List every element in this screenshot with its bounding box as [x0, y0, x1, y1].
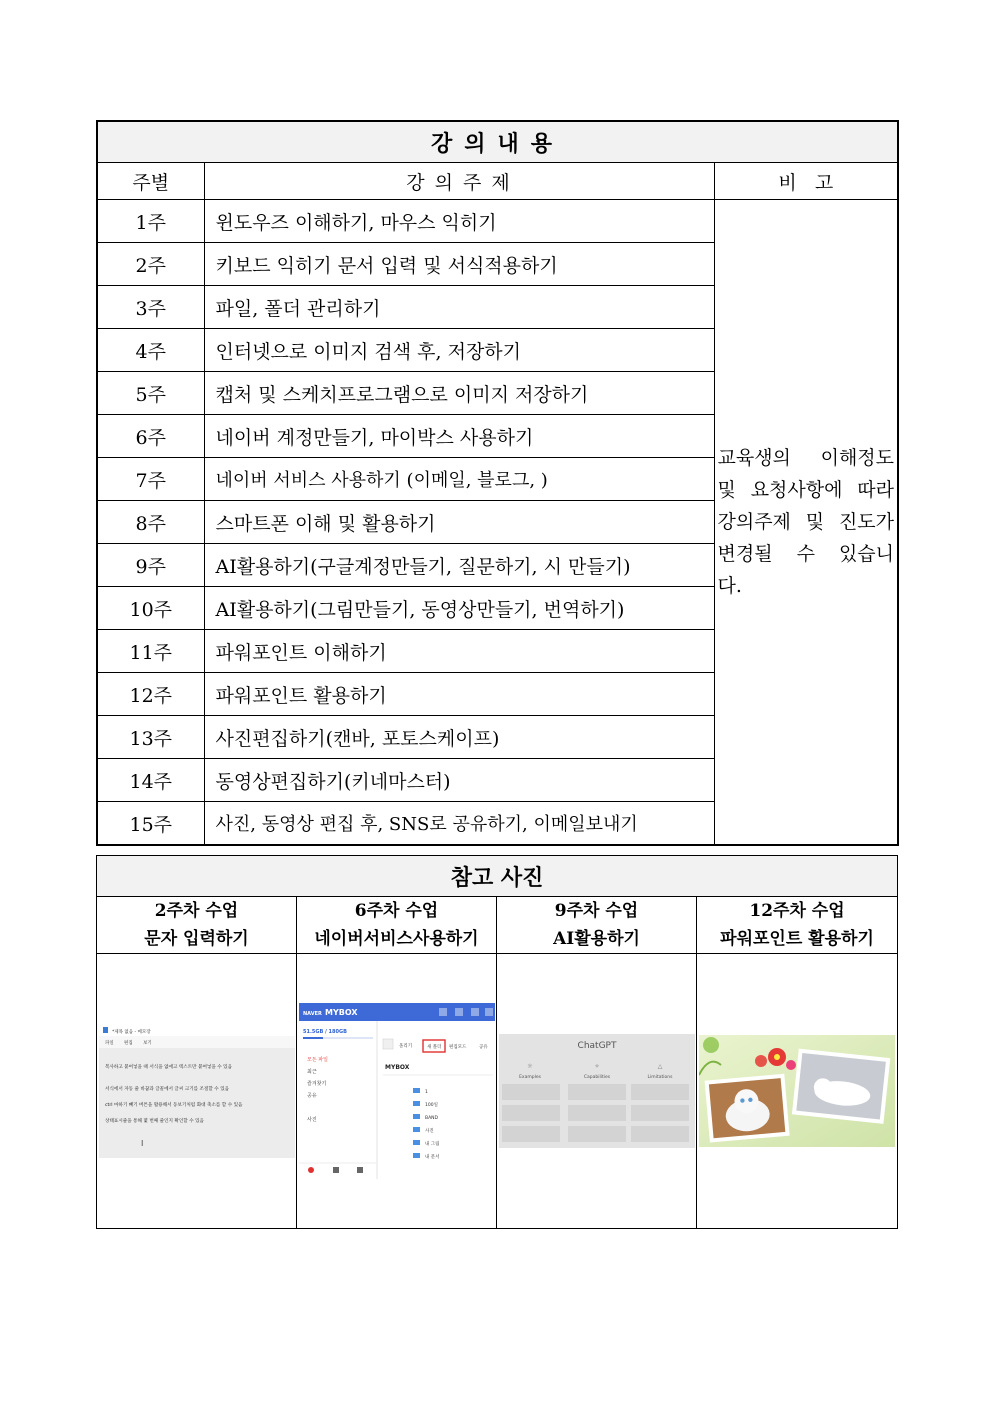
topic-cell: 캡처 및 스케치프로그램으로 이미지 저장하기 [204, 372, 714, 415]
caption-line: 9주차 수업 [554, 901, 639, 921]
topic-cell: 동영상편집하기(키네마스터) [204, 759, 714, 802]
notepad-screenshot [99, 1024, 295, 1158]
week-cell: 4주 [97, 329, 204, 372]
week-cell: 1주 [97, 200, 204, 243]
chatgpt-title: ChatGPT [577, 1041, 616, 1051]
remark-tail: 다. [717, 575, 742, 597]
topic-cell: 인터넷으로 이미지 검색 후, 저장하기 [204, 329, 714, 372]
remark-cell [714, 200, 898, 846]
photo-caption [97, 897, 297, 954]
photo-caption [697, 897, 898, 954]
nav-item: 즐겨찾기 [306, 1081, 326, 1087]
file-name: 사진 [424, 1129, 434, 1134]
week-cell: 5주 [97, 372, 204, 415]
column-label: Limitations [647, 1075, 672, 1080]
topic-cell: AI활용하기(그림만들기, 동영상만들기, 번역하기) [204, 587, 714, 630]
column-label: Examples [518, 1075, 541, 1080]
photos-title: 참고 사진 [97, 856, 898, 897]
week-cell: 11주 [97, 630, 204, 673]
caption-line: 문자 입력하기 [144, 929, 249, 949]
caption-line: 6주차 수업 [354, 901, 439, 921]
syllabus-title: 강의내용 [97, 121, 898, 163]
photo-cell [497, 954, 697, 1229]
nav-item: 최근 [306, 1069, 317, 1075]
photos-table [96, 855, 898, 1229]
syllabus-table [96, 120, 899, 846]
header-week: 주별 [97, 163, 204, 200]
notepad-title: *제목 없음 - 메모장 [111, 1030, 151, 1035]
edit-mode-button: 편집모드 [448, 1045, 466, 1050]
upload-button: 올리기 [398, 1044, 412, 1049]
header-topic: 강 의 주 제 [204, 163, 714, 200]
week-cell: 6주 [97, 415, 204, 458]
topic-cell: 사진편집하기(캔바, 포토스케이프) [204, 716, 714, 759]
notepad-line: ctrl 마하기 빼기 버튼을 활용해서 동보기처럼 화대 축소를 할 수 있음 [104, 1103, 242, 1108]
photo-caption [497, 897, 697, 954]
sun-icon: ☼ [526, 1063, 533, 1070]
notepad-icon [103, 1027, 108, 1033]
week-cell: 8주 [97, 501, 204, 544]
week-cell: 15주 [97, 802, 204, 846]
topic-cell: 스마트폰 이해 및 활용하기 [204, 501, 714, 544]
remark-text: 교육생의 이해정도 및 요청사항에 따라 강의주제 및 진도가 변경될 수 있습니 [717, 447, 895, 565]
file-name: BAND [424, 1116, 438, 1121]
week-cell: 3주 [97, 286, 204, 329]
menu-item: 파일 [104, 1041, 114, 1046]
photo-cell [297, 954, 497, 1229]
topic-cell: 파일, 폴더 관리하기 [204, 286, 714, 329]
notepad-line: 서식에서 자동 줄 바꿈과 글꼴에서 글씨 크기를 조절할 수 있음 [104, 1087, 229, 1092]
mybox-screenshot [299, 1003, 495, 1179]
share-button: 공유 [478, 1045, 488, 1050]
nav-item: 사진 [306, 1117, 317, 1123]
topic-cell: 윈도우즈 이해하기, 마우스 익히기 [204, 200, 714, 243]
photo-cell [97, 954, 297, 1229]
warning-icon: △ [657, 1063, 662, 1070]
column-label: Capabilities [583, 1075, 610, 1080]
caption-line: 파워포인트 활용하기 [720, 929, 874, 949]
week-cell: 9주 [97, 544, 204, 587]
nav-item: 공유 [306, 1093, 317, 1099]
file-name: 내 문서 [424, 1155, 439, 1160]
storage-usage: 51.5GB / 180GB [302, 1029, 347, 1035]
topic-cell: 파워포인트 이해하기 [204, 630, 714, 673]
notepad-line: 상태표시줄을 통해 몇 번째 줄인지 확인할 수 있음 [104, 1119, 204, 1124]
week-cell: 12주 [97, 673, 204, 716]
week-cell: 10주 [97, 587, 204, 630]
menu-item: 편집 [123, 1041, 133, 1046]
caption-line: 네이버서비스사용하기 [314, 929, 479, 949]
header-note: 비 고 [714, 163, 898, 200]
week-cell: 2주 [97, 243, 204, 286]
notepad-line: 복사하고 붙여넣을 때 서식을 없애고 텍스트만 붙여넣을 수 있음 [104, 1065, 232, 1070]
caption-line: 2주차 수업 [154, 901, 239, 921]
caption-line: AI활용하기 [553, 929, 640, 949]
svg-text:I: I [140, 1139, 143, 1148]
new-folder-button: 새 폴더 [426, 1045, 441, 1050]
photo-caption [297, 897, 497, 954]
week-cell: 14주 [97, 759, 204, 802]
section-title: MYBOX [384, 1064, 409, 1071]
topic-cell: 키보드 익히기 문서 입력 및 서식적용하기 [204, 243, 714, 286]
topic-cell: 파워포인트 활용하기 [204, 673, 714, 716]
mybox-logo: MYBOX [324, 1008, 358, 1017]
topic-cell: 네이버 계정만들기, 마이박스 사용하기 [204, 415, 714, 458]
chatgpt-screenshot [499, 1034, 695, 1148]
topic-cell: 네이버 서비스 사용하기 (이메일, 블로그, ) [204, 458, 714, 501]
file-name: 100일 [424, 1103, 438, 1108]
menu-item: 보기 [142, 1041, 152, 1046]
photo-cell [697, 954, 898, 1229]
file-name: 1 [424, 1090, 428, 1095]
topic-cell: 사진, 동영상 편집 후, SNS로 공유하기, 이메일보내기 [204, 802, 714, 846]
file-name: 내 그림 [424, 1142, 439, 1147]
naver-logo: NAVER [302, 1011, 322, 1017]
week-cell: 13주 [97, 716, 204, 759]
bolt-icon: ✧ [593, 1063, 600, 1070]
topic-cell: AI활용하기(구글계정만들기, 질문하기, 시 만들기) [204, 544, 714, 587]
kitten-slide-image [699, 1035, 895, 1147]
caption-line: 12주차 수업 [749, 901, 845, 921]
week-cell: 7주 [97, 458, 204, 501]
nav-item: 모든 파일 [306, 1057, 328, 1063]
